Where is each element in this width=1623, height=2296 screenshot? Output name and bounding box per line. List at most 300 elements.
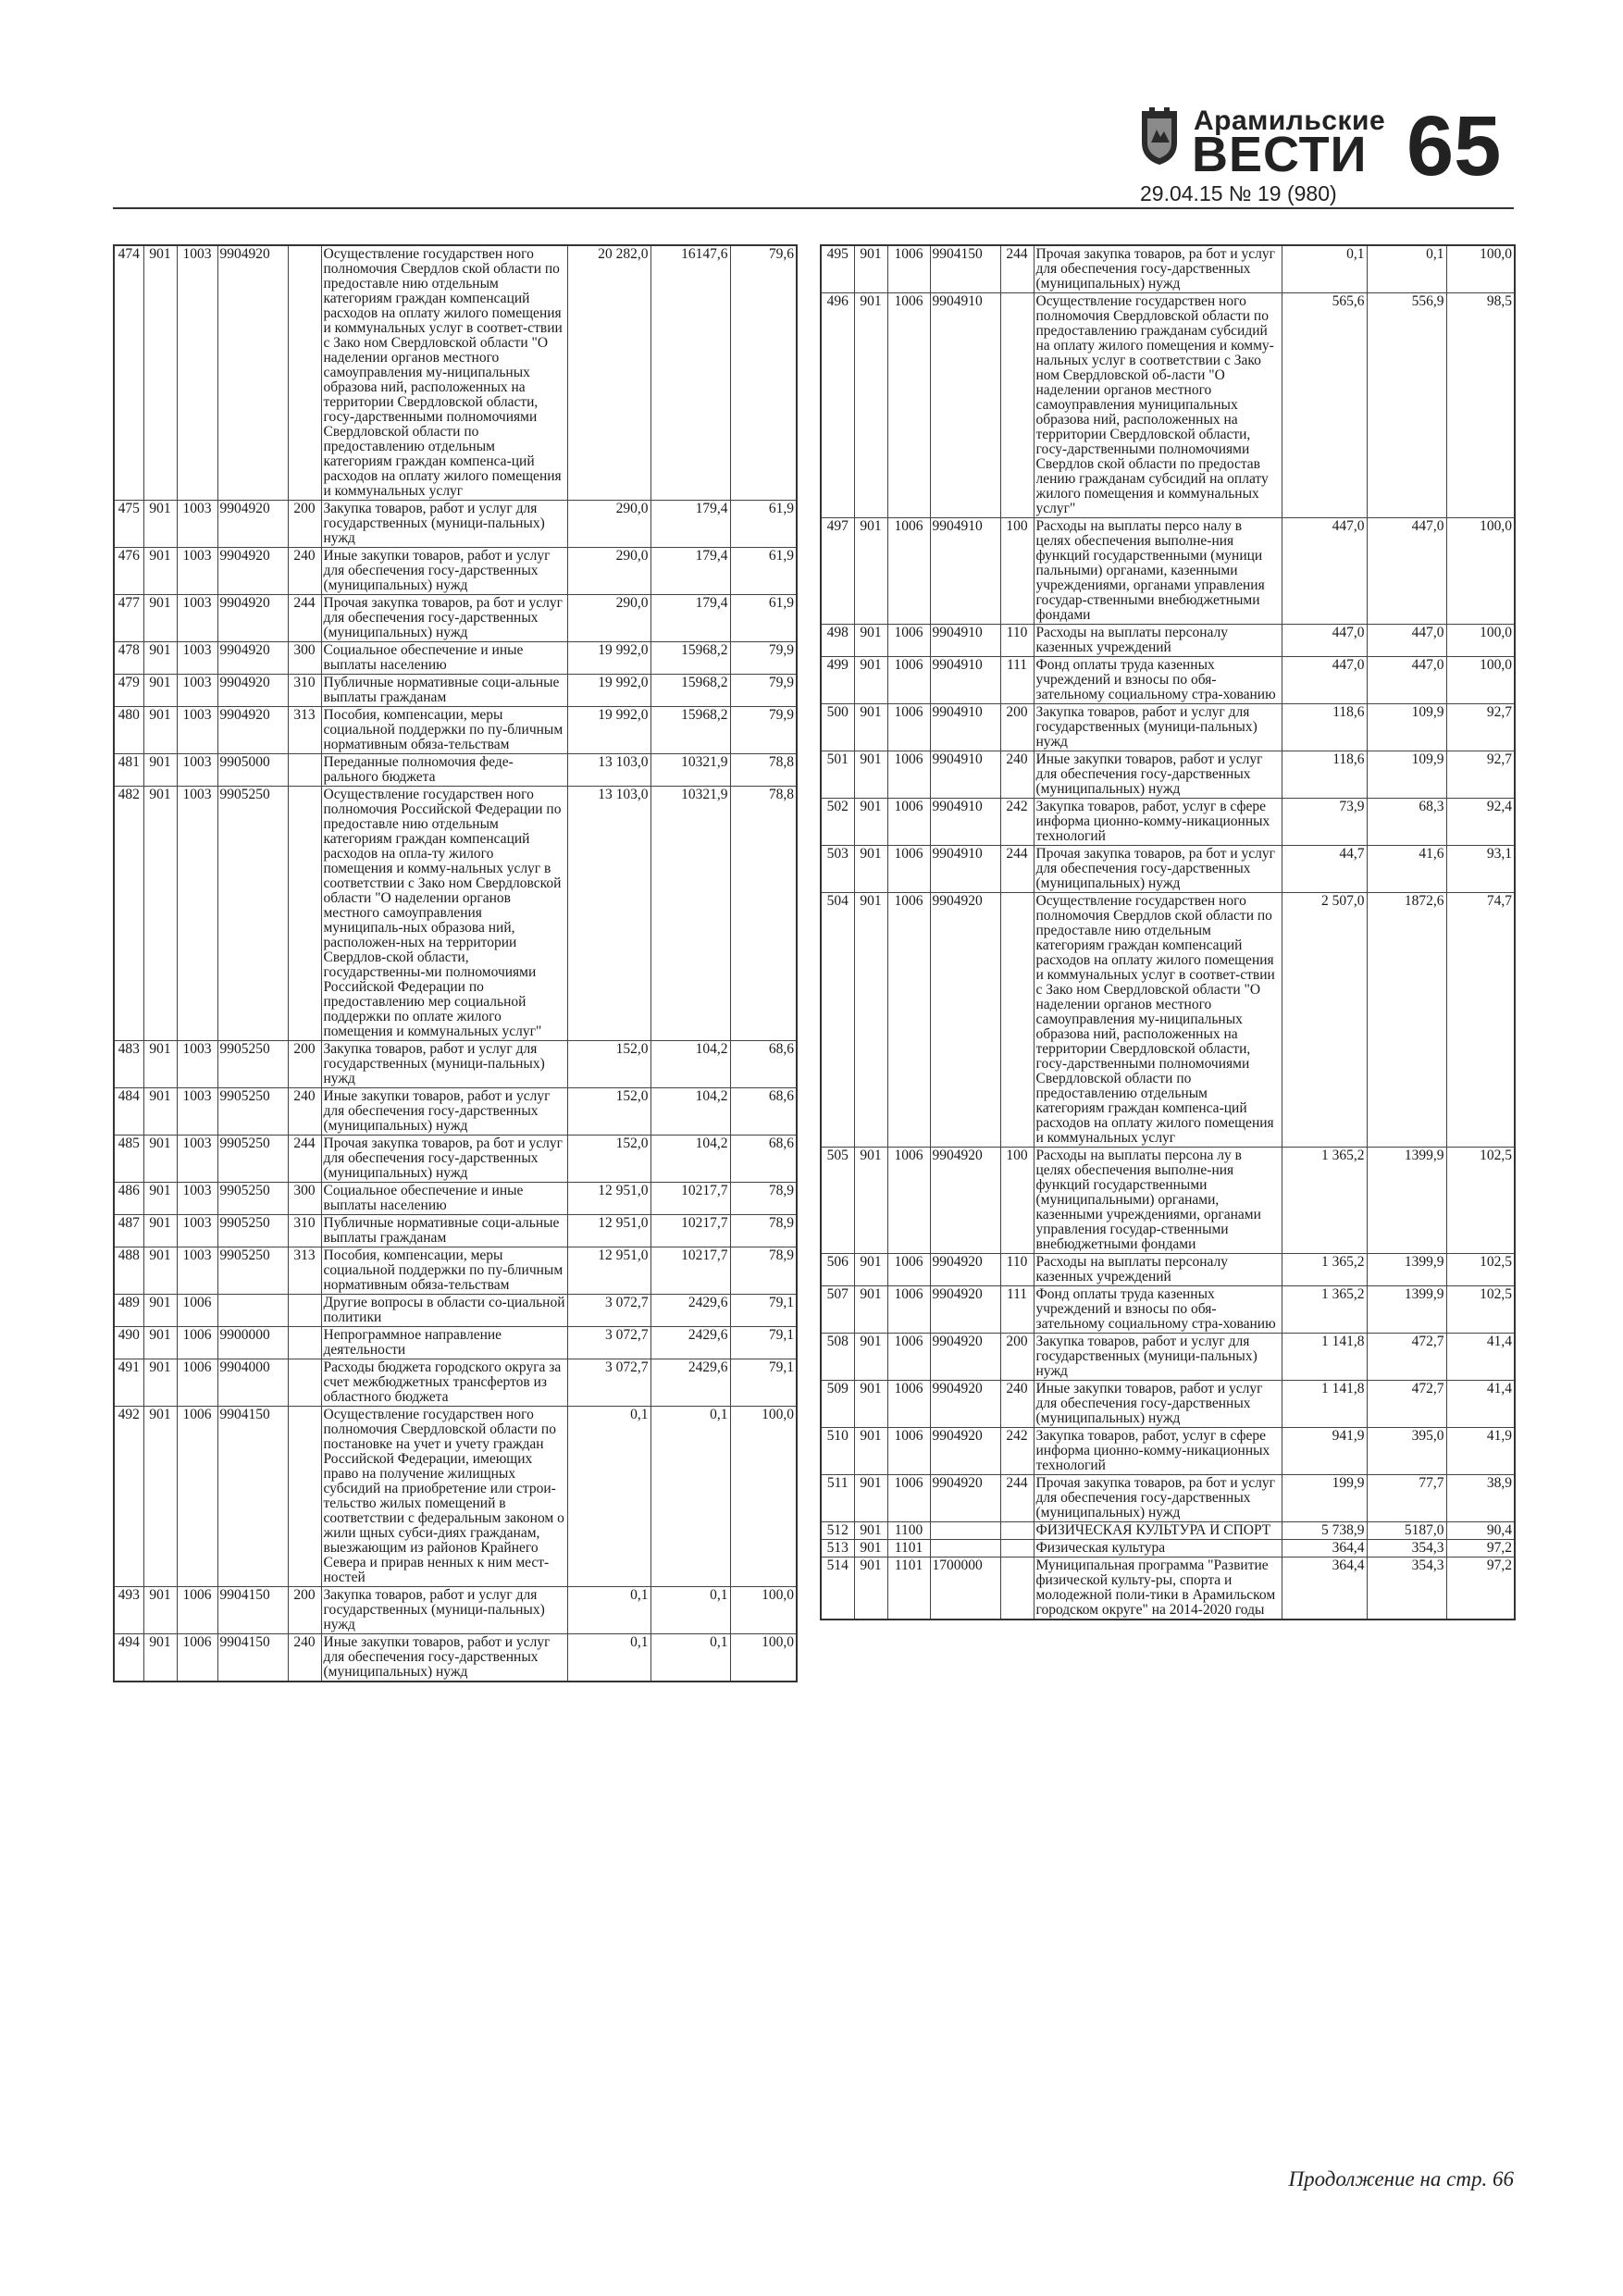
execution-percent-cell: 90,4 [1446,1522,1515,1540]
expense-type-code-cell: 242 [1000,1428,1034,1475]
execution-percent-cell: 100,0 [1446,657,1515,704]
execution-percent-cell: 100,0 [1446,625,1515,657]
target-article-code-cell: 9904920 [930,893,1000,1148]
executed-amount-cell: 179,4 [650,548,730,595]
planned-amount-cell: 199,9 [1282,1475,1367,1522]
ministry-code-cell: 901 [143,548,177,595]
section-code-cell: 1003 [177,642,217,675]
section-code-cell: 1003 [177,754,217,787]
row-number-cell: 494 [114,1634,143,1682]
planned-amount-cell: 0,1 [567,1634,650,1682]
row-number-cell: 499 [821,657,854,704]
row-number-cell: 500 [821,704,854,751]
execution-percent-cell: 100,0 [730,1587,797,1634]
table-row [821,1428,1515,1475]
row-number-cell: 481 [114,754,143,787]
target-article-code-cell: 9904910 [930,518,1000,625]
execution-percent-cell: 79,1 [730,1359,797,1407]
planned-amount-cell: 13 103,0 [567,787,650,1041]
expense-type-code-cell: 300 [288,642,321,675]
target-article-code-cell: 9905000 [217,754,288,787]
table-row [821,1540,1515,1558]
target-article-code-cell: 9905250 [217,1215,288,1247]
expense-type-code-cell [288,245,321,501]
executed-amount-cell: 41,6 [1367,846,1446,893]
table-row [821,751,1515,799]
ministry-code-cell: 901 [854,846,887,893]
table-row [821,245,1515,293]
description-cell: Осуществление государствен ного полномочия Российской Федерации по предоставле нию отдельным категориям граждан компенсаций расходов на опла-ту жилого помещения и комму-нальных услуг в соответствии с Зако ном Свердловской области "О наделении органов местного самоуправления муниципаль-ных образова ний, расположен-ных на территории Свердлов-ской области, государственны-ми полномочиями Российской Федерации по предоставлению мер социальной поддержки по оплате жилого помещения и коммунальных услуг" [321,787,567,1041]
planned-amount-cell: 290,0 [567,595,650,642]
executed-amount-cell: 354,3 [1367,1540,1446,1558]
description-cell: Пособия, компенсации, меры социальной поддержки по пу-бличным нормативным обяза-тельствам [321,1247,567,1295]
description-cell: Осуществление государствен ного полномочия Свердловской области по постановке на учет и учету граждан Российской Федерации, имеющих право на получение жилищных субсидий на приобретение или строи-тельство жилых помещений в соответствии с федеральным законом о жили щных субси-диях гражданам, выезжающим из районов Крайнего Севера и прирав ненных к ним мест-ностей [321,1407,567,1587]
description-cell: Социальное обеспечение и иные выплаты населению [321,642,567,675]
executed-amount-cell: 15968,2 [650,707,730,754]
ministry-code-cell: 901 [143,1088,177,1136]
section-code-cell: 1006 [177,1407,217,1587]
continuation-note: Продолжение на стр. 66 [1288,2167,1514,2191]
expense-type-code-cell: 310 [288,675,321,707]
description-cell: Осуществление государствен ного полномочия Свердлов ской области по предоставле нию отдельным категориям граждан компенсаций расходов на оплату жилого помещения и коммунальных услуг в соответ-ствии с Зако ном Свердловской области "О наделении органов местного самоуправления му-ниципальных образова ний, расположенных на территории Свердловской области, госу-дарственными полномочиями Свердловской области по предоставлению отдельным категориям граждан компенса-ций расходов на оплату жилого помещения и коммунальных услуг [1034,893,1282,1148]
expense-type-code-cell: 313 [288,707,321,754]
planned-amount-cell: 19 992,0 [567,675,650,707]
target-article-code-cell: 9904920 [930,1148,1000,1254]
table-row [821,893,1515,1148]
ministry-code-cell: 901 [143,595,177,642]
description-cell: Расходы на выплаты персоналу казенных учреждений [1034,1254,1282,1286]
planned-amount-cell: 73,9 [1282,799,1367,846]
planned-amount-cell: 1 365,2 [1282,1254,1367,1286]
expense-type-code-cell: 240 [1000,1381,1034,1428]
ministry-code-cell: 901 [143,501,177,548]
expense-type-code-cell: 313 [288,1247,321,1295]
section-code-cell: 1006 [177,1359,217,1407]
target-article-code-cell: 9904150 [217,1407,288,1587]
expense-type-code-cell: 244 [288,595,321,642]
row-number-cell: 502 [821,799,854,846]
header-rule [113,207,1514,209]
table-row [114,1136,797,1183]
target-article-code-cell: 9904910 [930,751,1000,799]
section-code-cell: 1006 [887,799,930,846]
executed-amount-cell: 10321,9 [650,754,730,787]
section-code-cell: 1003 [177,1247,217,1295]
expense-type-code-cell [288,1295,321,1327]
expense-type-code-cell: 244 [1000,245,1034,293]
table-row [821,846,1515,893]
section-code-cell: 1006 [177,1295,217,1327]
expense-type-code-cell: 244 [288,1136,321,1183]
description-cell: Закупка товаров, работ и услуг для государственных (муници-пальных) нужд [1034,704,1282,751]
expense-type-code-cell: 242 [1000,799,1034,846]
section-code-cell: 1003 [177,595,217,642]
row-number-cell: 498 [821,625,854,657]
section-code-cell: 1006 [887,1254,930,1286]
expense-type-code-cell: 200 [288,1587,321,1634]
target-article-code-cell [217,1295,288,1327]
table-row [114,675,797,707]
table-row [821,1381,1515,1428]
executed-amount-cell: 1399,9 [1367,1148,1446,1254]
ministry-code-cell: 901 [854,1428,887,1475]
description-cell: Иные закупки товаров, работ и услуг для обеспечения госу-дарственных (муниципальных) нужд [1034,751,1282,799]
executed-amount-cell: 0,1 [650,1407,730,1587]
expense-type-code-cell: 240 [1000,751,1034,799]
planned-amount-cell: 565,6 [1282,293,1367,518]
description-cell: Расходы на выплаты персона лу в целях обеспечения выполне-ния функций государственными (муниципальными) органами, казенными учреждениями, органами управления государ-ственными внебюджетными фондами [1034,1148,1282,1254]
row-number-cell: 505 [821,1148,854,1254]
executed-amount-cell: 472,7 [1367,1334,1446,1381]
section-code-cell: 1006 [177,1587,217,1634]
table-row [114,1183,797,1215]
table-row [821,657,1515,704]
executed-amount-cell: 109,9 [1367,751,1446,799]
ministry-code-cell: 901 [143,1327,177,1359]
section-code-cell: 1003 [177,1088,217,1136]
executed-amount-cell: 15968,2 [650,675,730,707]
table-row [114,1247,797,1295]
execution-percent-cell: 74,7 [1446,893,1515,1148]
section-code-cell: 1006 [887,293,930,518]
expense-type-code-cell: 110 [1000,625,1034,657]
expense-type-code-cell: 111 [1000,657,1034,704]
ministry-code-cell: 901 [143,1136,177,1183]
section-code-cell: 1003 [177,1183,217,1215]
execution-percent-cell: 79,9 [730,675,797,707]
row-number-cell: 492 [114,1407,143,1587]
execution-percent-cell: 79,1 [730,1295,797,1327]
planned-amount-cell: 1 141,8 [1282,1334,1367,1381]
ministry-code-cell: 901 [143,1587,177,1634]
expense-type-code-cell: 240 [288,548,321,595]
executed-amount-cell: 179,4 [650,501,730,548]
section-code-cell: 1006 [177,1634,217,1682]
execution-percent-cell: 92,7 [1446,751,1515,799]
ministry-code-cell: 901 [143,642,177,675]
table-row [821,1522,1515,1540]
executed-amount-cell: 5187,0 [1367,1522,1446,1540]
description-cell: Прочая закупка товаров, ра бот и услуг для обеспечения госу-дарственных (муниципальных) нужд [1034,1475,1282,1522]
executed-amount-cell: 447,0 [1367,625,1446,657]
description-cell: Осуществление государствен ного полномочия Свердлов ской области по предоставле нию отдельным категориям граждан компенсаций расходов на оплату жилого помещения и коммунальных услуг в соответ-ствии с Зако ном Свердловской области "О наделении органов местного самоуправления му-ниципальных образова ний, расположенных на территории Свердловской области, госу-дарственными полномочиями Свердловской области по предоставлению отдельным категориям граждан компенса-ций расходов на оплату жилого помещения и коммунальных услуг [321,245,567,501]
table-row [114,1327,797,1359]
expense-type-code-cell [1000,1558,1034,1620]
description-cell: Переданные полномочия феде-рального бюджета [321,754,567,787]
executed-amount-cell: 447,0 [1367,657,1446,704]
section-code-cell: 1006 [887,625,930,657]
planned-amount-cell: 5 738,9 [1282,1522,1367,1540]
table-row [114,1407,797,1587]
planned-amount-cell: 3 072,7 [567,1327,650,1359]
description-cell: Физическая культура [1034,1540,1282,1558]
planned-amount-cell: 2 507,0 [1282,893,1367,1148]
planned-amount-cell: 19 992,0 [567,642,650,675]
description-cell: Иные закупки товаров, работ и услуг для обеспечения госу-дарственных (муниципальных) нужд [321,548,567,595]
executed-amount-cell: 1399,9 [1367,1254,1446,1286]
executed-amount-cell: 109,9 [1367,704,1446,751]
expense-type-code-cell [288,1359,321,1407]
execution-percent-cell: 97,2 [1446,1558,1515,1620]
target-article-code-cell: 9904920 [217,501,288,548]
table-row [821,799,1515,846]
target-article-code-cell: 9900000 [217,1327,288,1359]
expense-type-code-cell: 310 [288,1215,321,1247]
planned-amount-cell: 12 951,0 [567,1183,650,1215]
execution-percent-cell: 102,5 [1446,1254,1515,1286]
table-row [821,518,1515,625]
planned-amount-cell: 290,0 [567,548,650,595]
section-code-cell: 1003 [177,548,217,595]
coat-of-arms-icon [1136,105,1183,167]
ministry-code-cell: 901 [854,1522,887,1540]
execution-percent-cell: 92,4 [1446,799,1515,846]
description-cell: Фонд оплаты труда казенных учреждений и взносы по обя-зательному социальному стра-хованию [1034,657,1282,704]
ministry-code-cell: 901 [854,245,887,293]
executed-amount-cell: 16147,6 [650,245,730,501]
executed-amount-cell: 472,7 [1367,1381,1446,1428]
planned-amount-cell: 941,9 [1282,1428,1367,1475]
section-code-cell: 1006 [887,1475,930,1522]
target-article-code-cell: 9904910 [930,293,1000,518]
table-row [114,1634,797,1682]
ministry-code-cell: 901 [143,1634,177,1682]
section-code-cell: 1006 [177,1327,217,1359]
section-code-cell: 1006 [887,704,930,751]
expense-type-code-cell: 111 [1000,1286,1034,1334]
table-row [114,501,797,548]
executed-amount-cell: 354,3 [1367,1558,1446,1620]
masthead [1127,100,1525,209]
description-cell: Социальное обеспечение и иные выплаты населению [321,1183,567,1215]
execution-percent-cell: 41,9 [1446,1428,1515,1475]
row-number-cell: 487 [114,1215,143,1247]
section-code-cell: 1006 [887,518,930,625]
row-number-cell: 513 [821,1540,854,1558]
execution-percent-cell: 93,1 [1446,846,1515,893]
section-code-cell: 1003 [177,1041,217,1088]
description-cell: Закупка товаров, работ, услуг в сфере информа ционно-комму-никационных технологий [1034,799,1282,846]
execution-percent-cell: 41,4 [1446,1334,1515,1381]
section-code-cell: 1101 [887,1558,930,1620]
description-cell: Непрограммное направление деятельности [321,1327,567,1359]
executed-amount-cell: 104,2 [650,1041,730,1088]
ministry-code-cell: 901 [854,1334,887,1381]
executed-amount-cell: 179,4 [650,595,730,642]
row-number-cell: 485 [114,1136,143,1183]
ministry-code-cell: 901 [143,1247,177,1295]
target-article-code-cell: 9904920 [217,707,288,754]
table-row [114,548,797,595]
section-code-cell: 1006 [887,893,930,1148]
issue-date-number: 29.04.15 № 19 (980) [1140,181,1337,205]
planned-amount-cell: 13 103,0 [567,754,650,787]
description-cell: Иные закупки товаров, работ и услуг для обеспечения госу-дарственных (муниципальных) нужд [321,1634,567,1682]
expense-type-code-cell [1000,1522,1034,1540]
section-code-cell: 1006 [887,245,930,293]
table-row [821,704,1515,751]
expense-type-code-cell: 100 [1000,1148,1034,1254]
ministry-code-cell: 901 [854,518,887,625]
execution-percent-cell: 78,9 [730,1247,797,1295]
row-number-cell: 490 [114,1327,143,1359]
execution-percent-cell: 61,9 [730,548,797,595]
expense-type-code-cell: 240 [288,1088,321,1136]
table-row [821,1286,1515,1334]
description-cell: Расходы бюджета городского округа за счет межбюджетных трансфертов из областного бюджета [321,1359,567,1407]
execution-percent-cell: 102,5 [1446,1286,1515,1334]
expense-type-code-cell [1000,1540,1034,1558]
masthead-title-main: ВЕСТИ [1192,127,1368,182]
target-article-code-cell: 9904910 [930,846,1000,893]
masthead-title-top: Арамильские [1194,105,1386,136]
ministry-code-cell: 901 [854,1286,887,1334]
target-article-code-cell: 9904920 [217,595,288,642]
section-code-cell: 1101 [887,1540,930,1558]
description-cell: Пособия, компенсации, меры социальной поддержки по пу-бличным нормативным обяза-тельствам [321,707,567,754]
description-cell: Закупка товаров, работ, услуг в сфере информа ционно-комму-никационных технологий [1034,1428,1282,1475]
ministry-code-cell: 901 [854,751,887,799]
executed-amount-cell: 77,7 [1367,1475,1446,1522]
row-number-cell: 504 [821,893,854,1148]
table-row [821,1254,1515,1286]
budget-table-right [820,244,1516,1620]
target-article-code-cell [930,1522,1000,1540]
table-row [114,595,797,642]
execution-percent-cell: 102,5 [1446,1148,1515,1254]
row-number-cell: 511 [821,1475,854,1522]
expense-type-code-cell: 200 [1000,704,1034,751]
expense-type-code-cell [1000,893,1034,1148]
ministry-code-cell: 901 [854,625,887,657]
table-row [114,1587,797,1634]
execution-percent-cell: 78,8 [730,754,797,787]
target-article-code-cell: 9904150 [930,245,1000,293]
planned-amount-cell: 19 992,0 [567,707,650,754]
planned-amount-cell: 12 951,0 [567,1215,650,1247]
ministry-code-cell: 901 [854,1540,887,1558]
target-article-code-cell: 9904910 [930,799,1000,846]
target-article-code-cell: 9904910 [930,704,1000,751]
row-number-cell: 483 [114,1041,143,1088]
execution-percent-cell: 100,0 [730,1634,797,1682]
target-article-code-cell: 9904920 [930,1381,1000,1428]
execution-percent-cell: 79,1 [730,1327,797,1359]
planned-amount-cell: 447,0 [1282,625,1367,657]
section-code-cell: 1006 [887,657,930,704]
execution-percent-cell: 79,9 [730,707,797,754]
planned-amount-cell: 290,0 [567,501,650,548]
ministry-code-cell: 901 [143,245,177,501]
executed-amount-cell: 10217,7 [650,1183,730,1215]
row-number-cell: 482 [114,787,143,1041]
ministry-code-cell: 901 [854,704,887,751]
ministry-code-cell: 901 [143,1295,177,1327]
row-number-cell: 475 [114,501,143,548]
ministry-code-cell: 901 [143,675,177,707]
description-cell: Фонд оплаты труда казенных учреждений и взносы по обя-зательному социальному стра-хованию [1034,1286,1282,1334]
row-number-cell: 488 [114,1247,143,1295]
executed-amount-cell: 10217,7 [650,1215,730,1247]
execution-percent-cell: 97,2 [1446,1540,1515,1558]
description-cell: Расходы на выплаты персоналу казенных учреждений [1034,625,1282,657]
row-number-cell: 484 [114,1088,143,1136]
planned-amount-cell: 20 282,0 [567,245,650,501]
row-number-cell: 509 [821,1381,854,1428]
section-code-cell: 1006 [887,846,930,893]
executed-amount-cell: 556,9 [1367,293,1446,518]
section-code-cell: 1006 [887,1286,930,1334]
row-number-cell: 510 [821,1428,854,1475]
target-article-code-cell: 9905250 [217,1088,288,1136]
target-article-code-cell: 9905250 [217,1041,288,1088]
description-cell: Иные закупки товаров, работ и услуг для обеспечения госу-дарственных (муниципальных) нужд [321,1088,567,1136]
row-number-cell: 514 [821,1558,854,1620]
target-article-code-cell: 9904920 [217,642,288,675]
execution-percent-cell: 100,0 [730,1407,797,1587]
row-number-cell: 480 [114,707,143,754]
description-cell: Прочая закупка товаров, ра бот и услуг для обеспечения госу-дарственных (муниципальных) нужд [321,595,567,642]
section-code-cell: 1003 [177,1215,217,1247]
row-number-cell: 495 [821,245,854,293]
section-code-cell: 1003 [177,787,217,1041]
executed-amount-cell: 395,0 [1367,1428,1446,1475]
planned-amount-cell: 152,0 [567,1088,650,1136]
row-number-cell: 507 [821,1286,854,1334]
expense-type-code-cell [288,1407,321,1587]
planned-amount-cell: 1 365,2 [1282,1286,1367,1334]
executed-amount-cell: 0,1 [1367,245,1446,293]
execution-percent-cell: 92,7 [1446,704,1515,751]
section-code-cell: 1006 [887,1381,930,1428]
target-article-code-cell: 1700000 [930,1558,1000,1620]
page-number: 65 [1406,99,1502,193]
ministry-code-cell: 901 [143,707,177,754]
execution-percent-cell: 68,6 [730,1136,797,1183]
execution-percent-cell: 78,9 [730,1183,797,1215]
expense-type-code-cell: 200 [1000,1334,1034,1381]
row-number-cell: 486 [114,1183,143,1215]
executed-amount-cell: 1399,9 [1367,1286,1446,1334]
ministry-code-cell: 901 [854,293,887,518]
section-code-cell: 1100 [887,1522,930,1540]
ministry-code-cell: 901 [854,1148,887,1254]
table-row [114,1041,797,1088]
execution-percent-cell: 41,4 [1446,1381,1515,1428]
description-cell: Осуществление государствен ного полномочия Свердловской области по предоставлению гражданам субсидий на оплату жилого помещения и комму-нальных услуг в соответствии с Зако ном Свердловской об-ласти "О наделении органов местного самоуправления муниципальных образова ний, расположенных на территории Свердловской области, госу-дарственными полномочиями Свердлов ской области по предостав лению гражданам субсидий на оплату жилого помещения и коммунальных услуг" [1034,293,1282,518]
row-number-cell: 491 [114,1359,143,1407]
ministry-code-cell: 901 [143,1359,177,1407]
description-cell: Муниципальная программа "Развитие физической культу-ры, спорта и молодежной поли-тики в Арамильском городском округе" на 2014-2020 годы [1034,1558,1282,1620]
executed-amount-cell: 0,1 [650,1587,730,1634]
table-row [821,1148,1515,1254]
target-article-code-cell: 9904920 [217,548,288,595]
execution-percent-cell: 79,9 [730,642,797,675]
target-article-code-cell: 9904150 [217,1634,288,1682]
row-number-cell: 479 [114,675,143,707]
description-cell: Прочая закупка товаров, ра бот и услуг для обеспечения госу-дарственных (муниципальных) нужд [321,1136,567,1183]
planned-amount-cell: 0,1 [567,1587,650,1634]
target-article-code-cell: 9905250 [217,1247,288,1295]
execution-percent-cell: 68,6 [730,1041,797,1088]
planned-amount-cell: 152,0 [567,1041,650,1088]
table-row [821,625,1515,657]
expense-type-code-cell: 244 [1000,1475,1034,1522]
ministry-code-cell: 901 [854,1254,887,1286]
expense-type-code-cell: 200 [288,501,321,548]
target-article-code-cell: 9904920 [930,1334,1000,1381]
table-row [114,1215,797,1247]
